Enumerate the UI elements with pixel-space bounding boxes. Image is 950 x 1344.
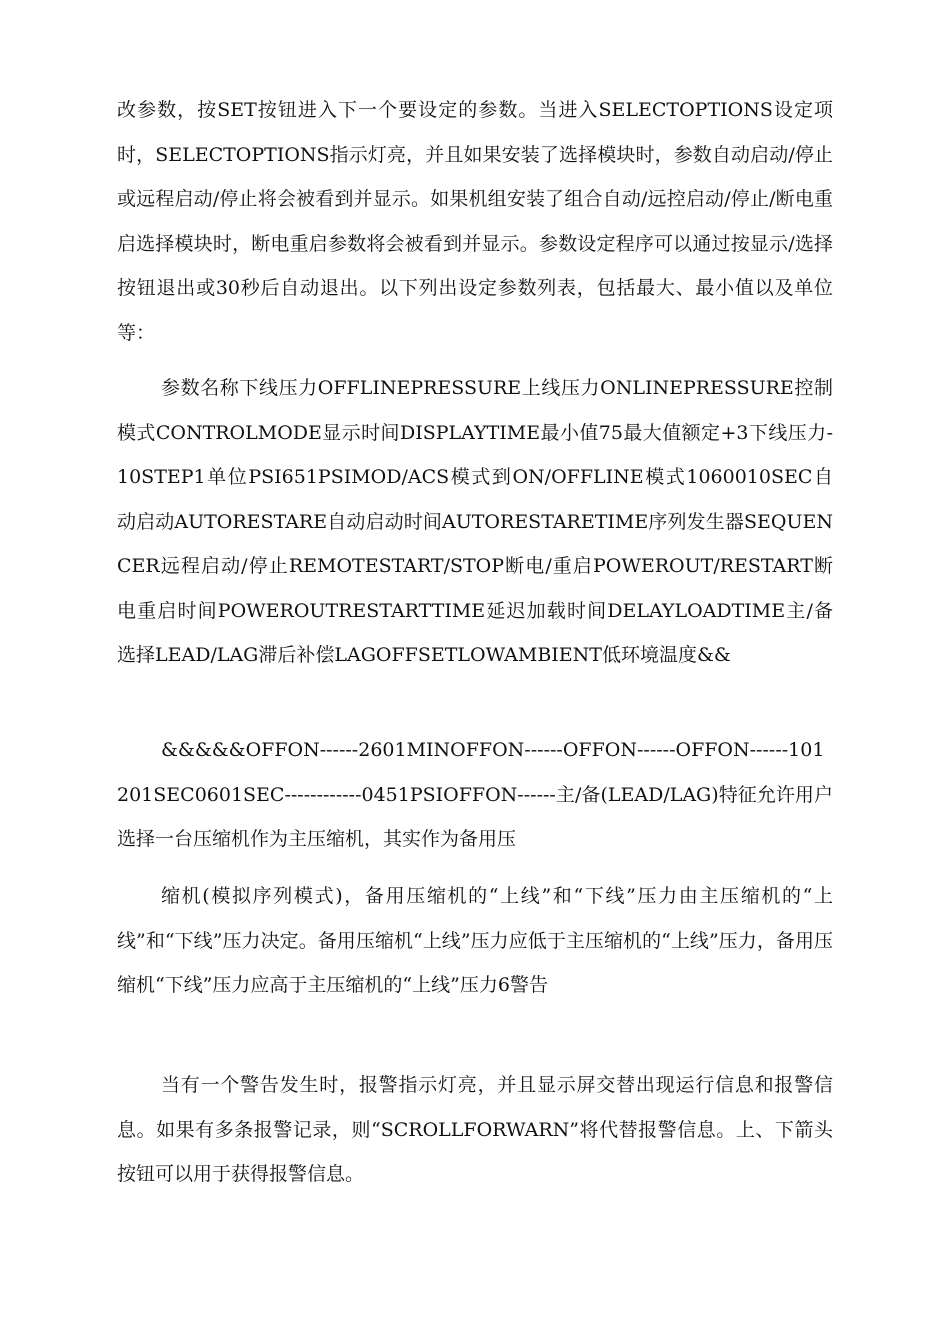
paragraph-lead-lag: 缩机(模拟序列模式)，备用压缩机的“上线”和“下线”压力由主压缩机的“上线”和“下线”压力决定。备用压缩机“上线”压力应低于主压缩机的“上线”压力，备用压缩机“下线”压力应高于主压缩机的“上线”压力6警告 [117, 885, 833, 996]
paragraph-warning: 当有一个警告发生时，报警指示灯亮，并且显示屏交替出现运行信息和报警信息。如果有多条报警记录，则“SCROLLFORWARN”将代替报警信息。上、下箭头按钮可以用于获得报警信息。 [117, 1074, 833, 1185]
paragraph-parameter-list: 参数名称下线压力OFFLINEPRESSURE上线压力ONLINEPRESSURE控制模式CONTROLMODE显示时间DISPLAYTIME最小值75最大值额定+3下线压力-10STEP1单位PSI651PSIMOD/ACS模式到ON/OFFLINE模式1060010SEC自动启动AUTORESTARE自动启动时间AUTORESTARETIME序列发生器SEQUENCER远程启动/停止REMOTESTART/STOP断电/重启POWEROUT/RESTART断电重启时间POWEROUTRESTARTTIME延迟加载时间DELAYLOADTIME主/备选择LEAD/LAG滞后补偿LAGOFFSETLOWAMBIENT低环境温度&& [117, 377, 833, 666]
paragraph-parameter-setting: 改参数，按SET按钮进入下一个要设定的参数。当进入SELECTOPTIONS设定项时，SELECTOPTIONS指示灯亮，并且如果安装了选择模块时，参数自动启动/停止或远程启动/停止将会被看到并显示。如果机组安装了组合自动/远控启动/停止/断电重启选择模块时，断电重启参数将会被看到并显示。参数设定程序可以通过按显示/选择按钮退出或30秒后自动退出。以下列出设定参数列表，包括最大、最小值以及单位等： [117, 99, 833, 344]
paragraph-parameter-values: &&&&&OFFON------2601MINOFFON------OFFON------OFFON------101201SEC0601SEC------------0451PSIOFFON------主/备(LEAD/LAG)特征允许用户选择一台压缩机作为主压缩机，其实作为备用压 [117, 739, 833, 850]
